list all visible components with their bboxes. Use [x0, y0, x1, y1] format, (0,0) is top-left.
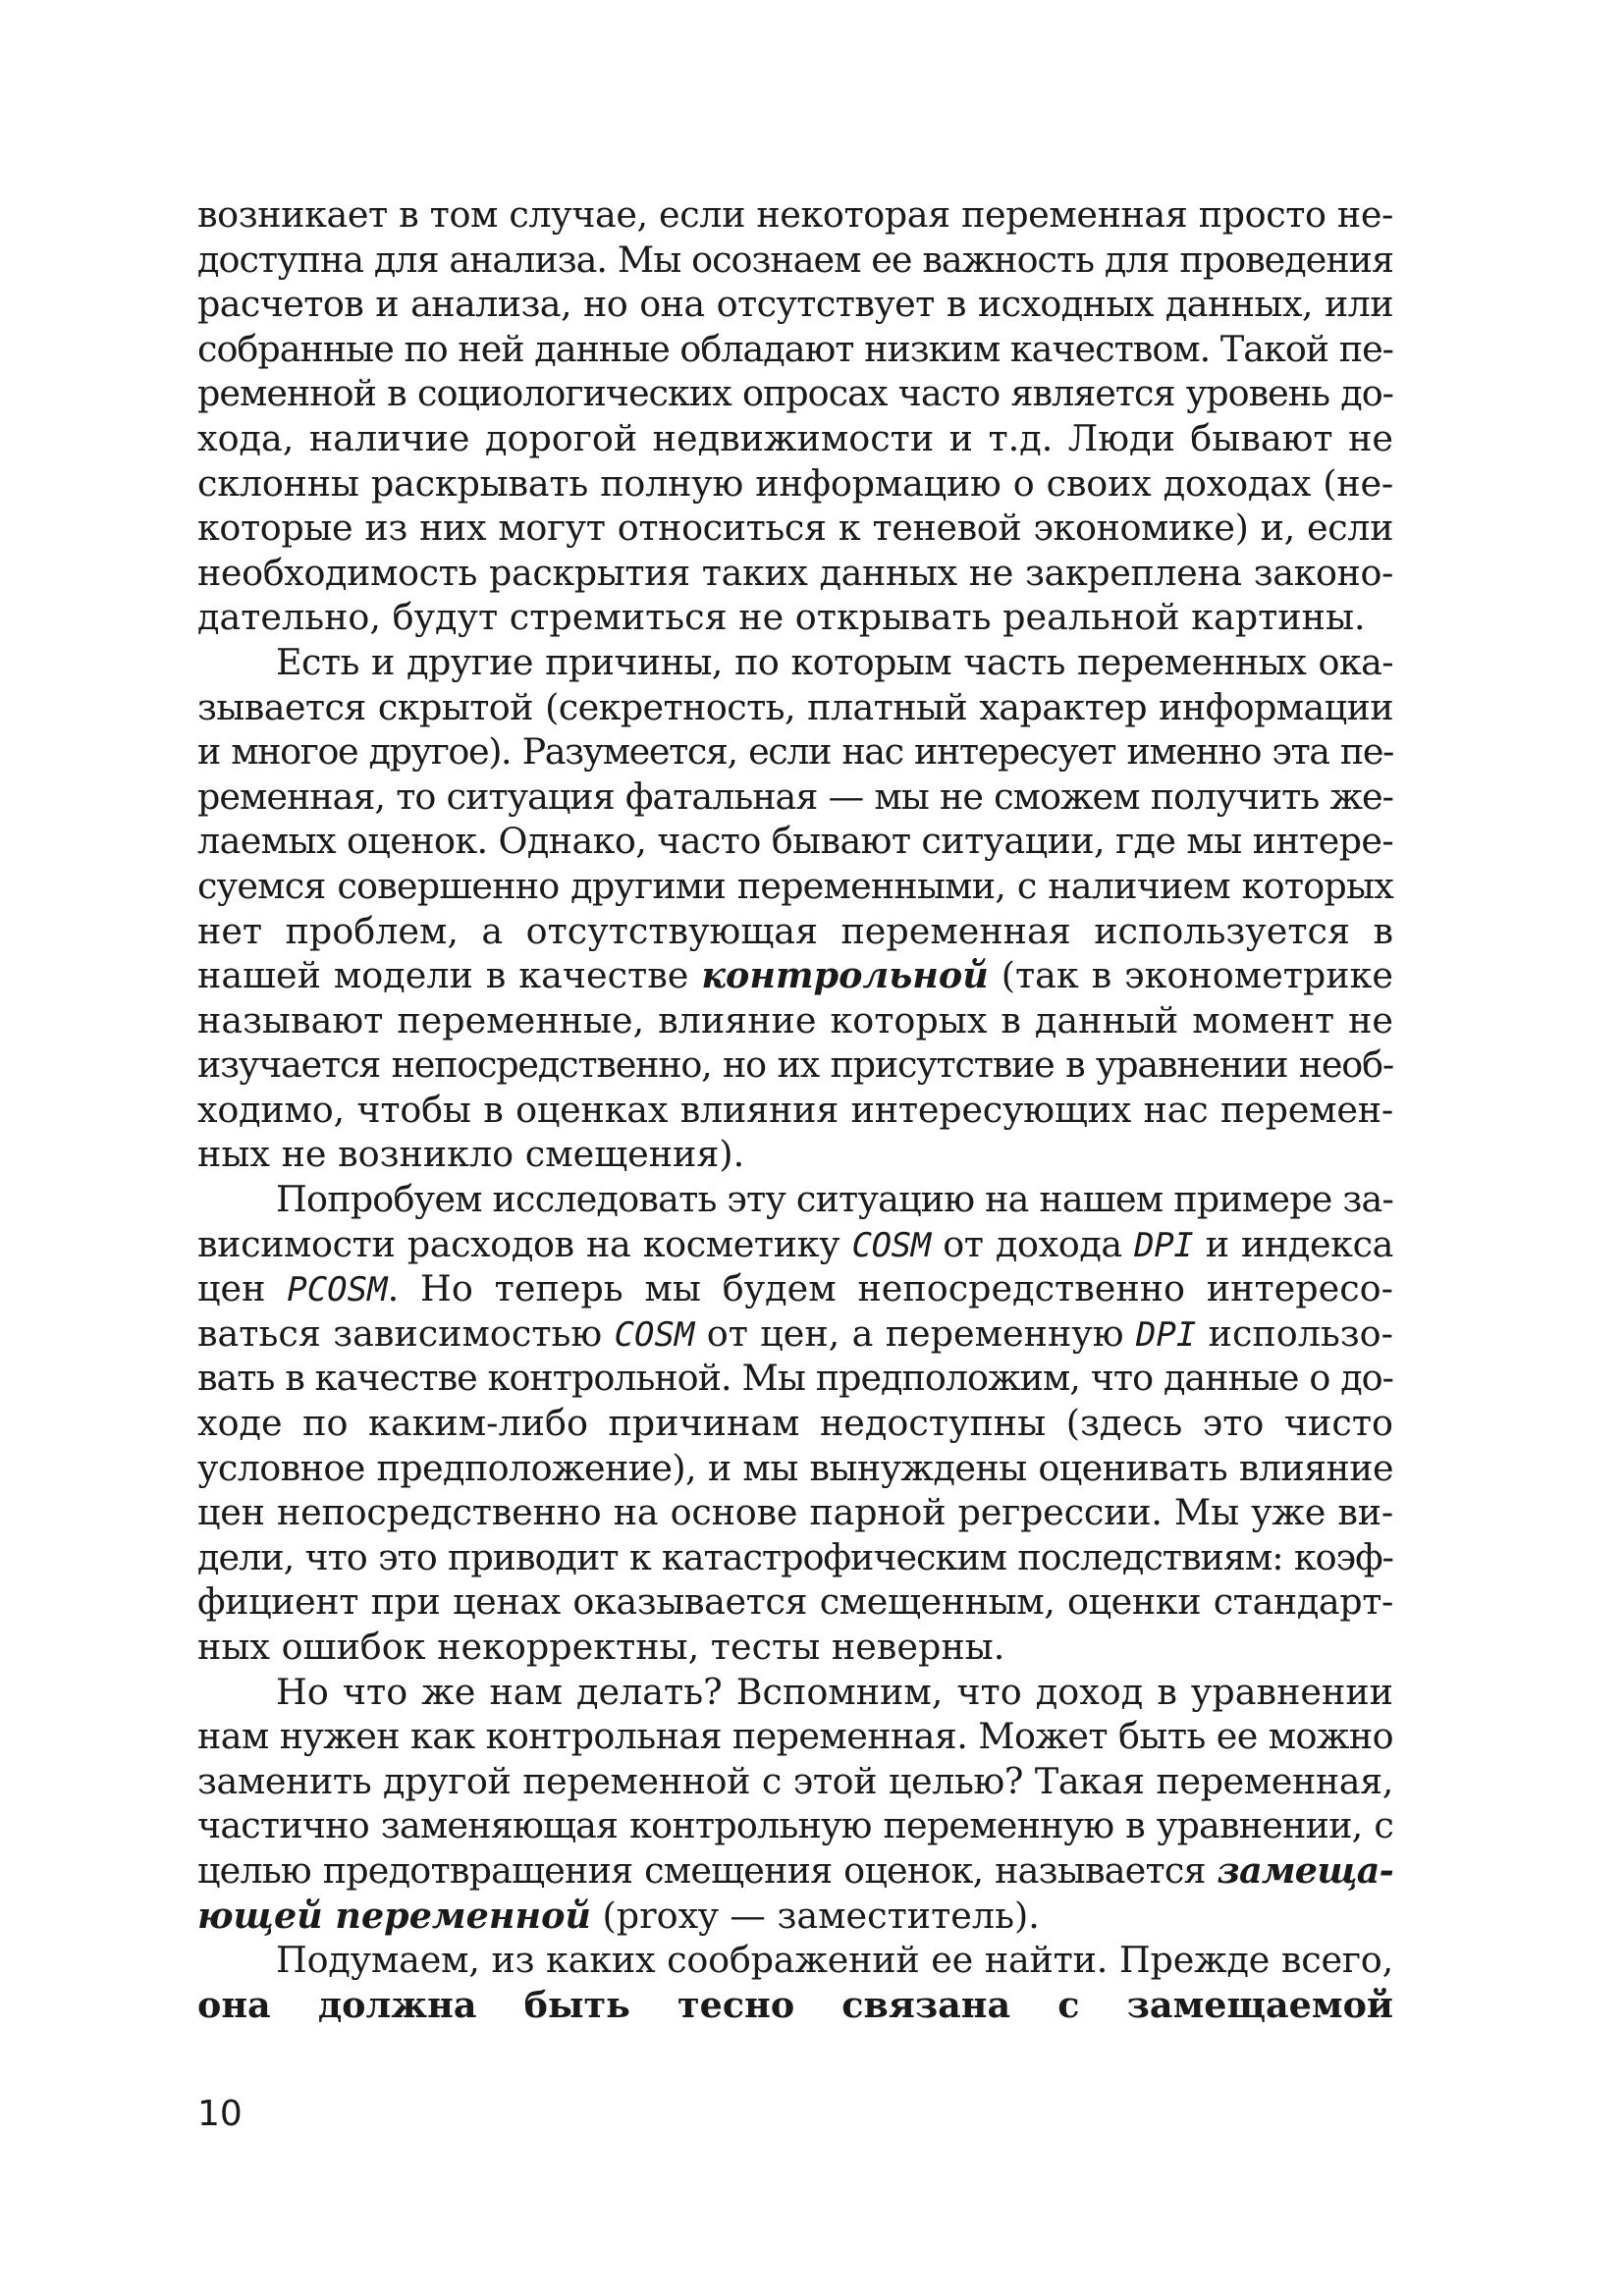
- text-segment: доступна для анализа. Мы осознаем ее важность для проведения: [197, 238, 1393, 281]
- text-segment: целью предотвращения смещения оценок, называется: [197, 1848, 1218, 1892]
- text-line: [197, 282, 1393, 327]
- text-line: [197, 1803, 1393, 1848]
- text-segment: ременная, то ситуация фатальная — мы не сможем получить же-: [197, 774, 1393, 818]
- text-line: [197, 506, 1393, 551]
- text-line: [197, 1132, 1393, 1177]
- text-line: [197, 1401, 1393, 1446]
- text-segment: вать в качестве контрольной. Мы предположим, что данные о до-: [197, 1357, 1393, 1400]
- text-line: [197, 1759, 1393, 1804]
- text-line: [197, 1356, 1393, 1401]
- text-segment: от дохода: [930, 1222, 1135, 1265]
- text-segment: необходимость раскрытия таких данных не закреплена законо-: [197, 551, 1393, 594]
- text-line: [197, 774, 1393, 820]
- text-segment: хода, наличие дорогой недвижимости и т.д. Люди бывают не: [197, 416, 1393, 459]
- text-segment: Попробуем исследовать эту ситуацию на нашем примере за-: [276, 1178, 1393, 1221]
- variable-name: PCOSM: [287, 1270, 388, 1310]
- text-line: [197, 1446, 1393, 1491]
- text-line: [197, 998, 1393, 1043]
- text-segment: возникает в том случае, если некоторая переменная просто не-: [197, 193, 1393, 236]
- text-line: [197, 953, 1393, 998]
- text-line: [197, 327, 1393, 372]
- text-segment: висимости расходов на косметику: [197, 1222, 852, 1265]
- text-line: [197, 371, 1393, 416]
- text-segment: зывается скрытой (секретность, платный характер информации: [197, 685, 1393, 728]
- defined-term: ющей переменной: [197, 1894, 591, 1937]
- text-segment: изучается непосредственно, но их присутствие в уравнении необ-: [197, 1043, 1393, 1087]
- text-line: [197, 1714, 1393, 1759]
- text-segment: ных не возникло смещения).: [197, 1133, 745, 1176]
- text-line: [197, 416, 1393, 461]
- text-line: [197, 1625, 1393, 1670]
- text-line: [197, 819, 1393, 864]
- variable-name: COSM: [614, 1314, 695, 1355]
- text-segment: от цен, а переменную: [694, 1311, 1136, 1355]
- text-segment: склонны раскрывать полную информацию о своих доходах (не-: [197, 461, 1393, 505]
- text-segment: фициент при ценах оказывается смещенным, оценки стандарт-: [197, 1580, 1393, 1624]
- text-line: [197, 1848, 1393, 1894]
- text-segment: называют переменные, влияние которых в данный момент не: [197, 998, 1393, 1041]
- text-segment: цен непосредственно на основе парной регрессии. Мы уже ви-: [197, 1491, 1393, 1534]
- text-line: [197, 1579, 1393, 1625]
- text-segment: (так в эконометрике: [988, 954, 1394, 997]
- text-line: [197, 1894, 1393, 1939]
- text-segment: суемся совершенно другими переменными, с наличием которых: [197, 864, 1393, 907]
- defined-term: контрольной: [701, 954, 989, 997]
- text-segment: ходимо, чтобы в оценках влияния интересующих нас перемен-: [197, 1088, 1393, 1131]
- text-line: [197, 729, 1393, 774]
- text-segment: ременной в социологических опросах часто является уровень до-: [197, 372, 1393, 415]
- text-line: [197, 238, 1393, 283]
- text-line: [197, 1266, 1393, 1311]
- text-line: [197, 1042, 1393, 1088]
- text-segment: лаемых оценок. Однако, часто бывают ситуации, где мы интере-: [197, 820, 1394, 863]
- text-line: [197, 685, 1393, 730]
- text-segment: дательно, будут стремиться не открывать реальной картины.: [197, 596, 1366, 639]
- text-line: [197, 1938, 1393, 1983]
- text-line: [197, 1222, 1393, 1267]
- text-line: [197, 1535, 1393, 1580]
- text-line: [197, 1088, 1393, 1133]
- text-segment: Есть и другие причины, по которым часть переменных ока-: [276, 640, 1393, 683]
- text-segment: и индекса: [1193, 1222, 1393, 1265]
- text-segment: . Но теперь мы будем непосредственно интересо-: [387, 1267, 1393, 1310]
- text-segment: использо-: [1196, 1311, 1393, 1355]
- text-segment: расчетов и анализа, но она отсутствует в исходных данных, или: [197, 283, 1393, 326]
- text-line: [197, 551, 1393, 596]
- text-segment: Но что же нам делать? Вспомним, что доход в уравнении: [276, 1670, 1393, 1713]
- variable-name: DPI: [1135, 1314, 1197, 1355]
- text-segment: условное предположение), и мы вынуждены оценивать влияние: [197, 1446, 1393, 1489]
- text-segment: ваться зависимостью: [197, 1311, 615, 1355]
- text-segment: и многое другое). Разумеется, если нас интересует именно эта пе-: [197, 730, 1393, 774]
- variable-name: COSM: [851, 1225, 931, 1265]
- text-segment: которые из них могут относиться к теневой экономике) и, если: [197, 507, 1393, 550]
- variable-name: DPI: [1134, 1225, 1194, 1265]
- text-segment: собранные по ней данные обладают низким качеством. Такой пе-: [197, 327, 1393, 370]
- text-line: [197, 1490, 1393, 1535]
- text-segment: заменить другой переменной с этой целью? Такая переменная,: [197, 1759, 1393, 1802]
- text-line: [197, 640, 1393, 685]
- text-segment: ных ошибок некорректны, тесты неверны.: [197, 1626, 1005, 1668]
- defined-term: замеща-: [1217, 1848, 1393, 1892]
- text-segment: дели, что это приводит к катастрофическим последствиям: коэф-: [197, 1535, 1393, 1578]
- text-line: [197, 1311, 1393, 1357]
- text-line: [197, 192, 1393, 238]
- text-segment: цен: [197, 1267, 288, 1310]
- text-line: [197, 1177, 1393, 1222]
- text-line: [197, 1983, 1393, 2028]
- text-segment: нет проблем, а отсутствующая переменная используется в: [197, 909, 1393, 952]
- page-number: 10: [197, 2094, 243, 2134]
- text-segment: частично заменяющая контрольную переменную в уравнении, с: [197, 1804, 1393, 1847]
- text-line: [197, 1670, 1393, 1715]
- text-segment: ходе по каким-либо причинам недоступны (здесь это чисто: [197, 1402, 1393, 1445]
- text-line: [197, 461, 1393, 507]
- text-line: [197, 595, 1393, 640]
- text-segment: нашей модели в качестве: [197, 954, 702, 997]
- bold-text: она должна быть тесно связана с замещаемой: [197, 1983, 1393, 2026]
- text-segment: (proxy — заместитель).: [590, 1894, 1040, 1937]
- text-segment: нам нужен как контрольная переменная. Может быть ее можно: [197, 1715, 1393, 1758]
- text-line: [197, 864, 1393, 909]
- text-segment: Подумаем, из каких соображений ее найти. Прежде всего,: [276, 1939, 1393, 1982]
- text-line: [197, 909, 1393, 954]
- body-text: [197, 192, 1393, 2027]
